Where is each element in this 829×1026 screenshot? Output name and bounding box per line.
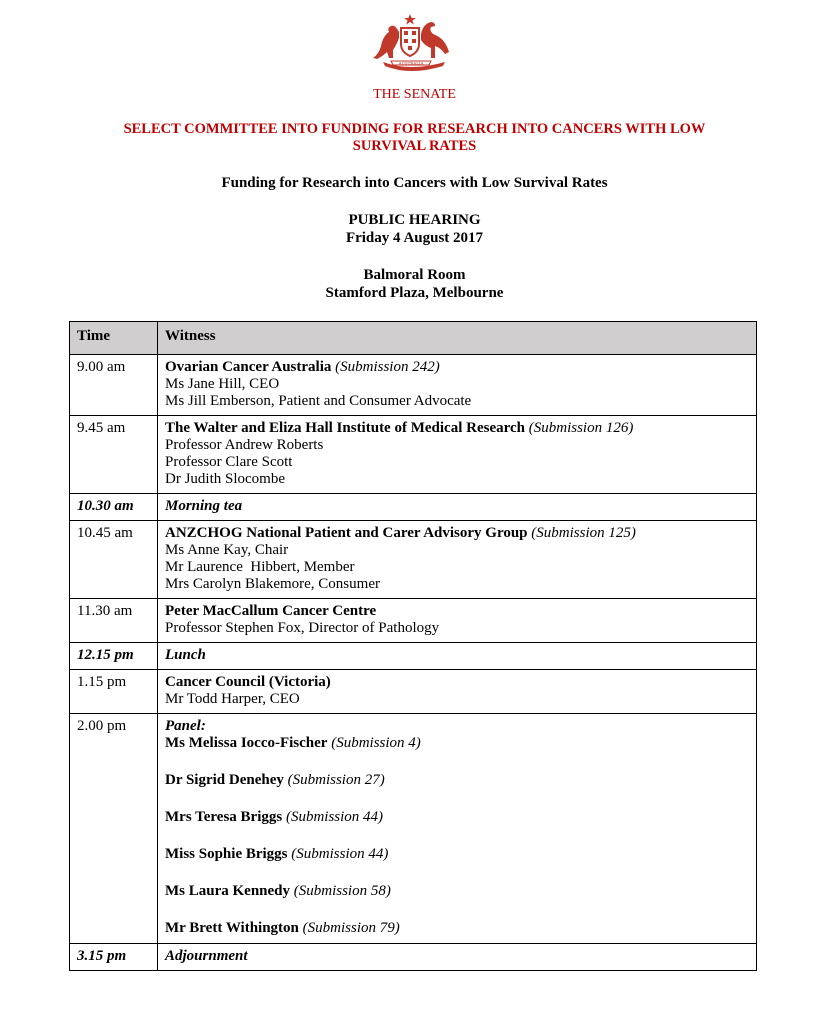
submission-ref: (Submission 79)	[302, 920, 400, 936]
crest-motto: AUSTRALIA	[398, 60, 424, 66]
submission-ref: (Submission 4)	[331, 735, 421, 751]
senate-label: THE SENATE	[373, 87, 456, 102]
hearing-type: PUBLIC HEARING	[348, 212, 481, 228]
table-row	[70, 494, 757, 521]
break-cell: Lunch	[158, 643, 757, 670]
organisation-name: The Walter and Eliza Hall Institute of Medical Research	[165, 420, 525, 436]
witness-person: Mrs Carolyn Blakemore, Consumer	[165, 576, 380, 592]
panel-member	[165, 883, 749, 900]
committee-title	[0, 121, 829, 155]
table-row	[70, 944, 757, 971]
witness-cell	[158, 599, 757, 643]
table-row	[70, 599, 757, 643]
break-cell: Adjournment	[158, 944, 757, 971]
panel-member-name: Ms Laura Kennedy	[165, 883, 291, 899]
table-row	[70, 670, 757, 714]
witness-person: Mr Todd Harper, CEO	[165, 691, 300, 707]
witness-person: Professor Clare Scott	[165, 454, 293, 470]
submission-ref: (Submission 44)	[291, 846, 389, 862]
panel-member-name: Mr Brett Withington	[165, 920, 299, 936]
panel-member	[165, 846, 749, 863]
witness-column-header: Witness	[158, 322, 757, 355]
time-cell: 10.45 am	[70, 521, 158, 599]
time-cell: 12.15 pm	[70, 643, 158, 670]
witness-person: Ms Jill Emberson, Patient and Consumer Advocate	[165, 393, 472, 409]
committee-title-line-1: SELECT COMMITTEE INTO FUNDING FOR RESEARCH INTO CANCERS WITH LOW	[123, 121, 706, 137]
panel-member	[165, 809, 749, 826]
time-cell: 11.30 am	[70, 599, 158, 643]
witness-cell	[158, 670, 757, 714]
witness-cell	[158, 521, 757, 599]
coat-of-arms-logo	[369, 12, 459, 78]
witness-person: Professor Andrew Roberts	[165, 437, 324, 453]
time-cell: 9.00 am	[70, 355, 158, 416]
submission-ref: (Submission 58)	[293, 883, 391, 899]
break-cell: Morning tea	[158, 494, 757, 521]
witness-person: Dr Judith Slocombe	[165, 471, 285, 487]
committee-title-line-2: SURVIVAL RATES	[352, 138, 477, 154]
venue-location: Stamford Plaza, Melbourne	[325, 285, 504, 301]
submission-ref: (Submission 242)	[335, 359, 440, 375]
witness-person: Ms Jane Hill, CEO	[165, 376, 280, 392]
panel-member-name: Mrs Teresa Briggs	[165, 809, 283, 825]
panel-member-name: Ms Melissa Iocco-Fischer	[165, 735, 328, 751]
panel-member	[165, 735, 749, 752]
panel-member	[165, 920, 749, 937]
table-row	[70, 416, 757, 494]
witness-cell	[158, 416, 757, 494]
table-row	[70, 355, 757, 416]
submission-ref: (Submission 27)	[287, 772, 385, 788]
schedule-table	[69, 321, 757, 971]
table-row	[70, 714, 757, 944]
organisation-name: Ovarian Cancer Australia	[165, 359, 332, 375]
venue-block	[0, 266, 829, 302]
table-header-row	[70, 322, 757, 355]
table-row	[70, 521, 757, 599]
organisation-name: ANZCHOG National Patient and Carer Advisory Group	[165, 525, 528, 541]
submission-ref: (Submission 125)	[531, 525, 636, 541]
witness-cell	[158, 355, 757, 416]
panel-member-name: Dr Sigrid Denehey	[165, 772, 284, 788]
witness-person: Mr Laurence Hibbert, Member	[165, 559, 355, 575]
organisation-name: Peter MacCallum Cancer Centre	[165, 603, 377, 619]
witness-person: Professor Stephen Fox, Director of Pathology	[165, 620, 440, 636]
organisation-name: Cancer Council (Victoria)	[165, 674, 331, 690]
time-cell: 1.15 pm	[70, 670, 158, 714]
witness-person: Ms Anne Kay, Chair	[165, 542, 289, 558]
time-cell: 10.30 am	[70, 494, 158, 521]
time-cell: 9.45 am	[70, 416, 158, 494]
time-cell: 2.00 pm	[70, 714, 158, 944]
venue-room: Balmoral Room	[363, 267, 466, 283]
time-cell: 3.15 pm	[70, 944, 158, 971]
submission-ref: (Submission 126)	[528, 420, 634, 436]
panel-label: Panel:	[165, 718, 206, 734]
panel-member	[165, 772, 749, 789]
inquiry-title: Funding for Research into Cancers with Low Survival Rates	[221, 175, 608, 191]
hearing-block	[0, 211, 829, 247]
hearing-date: Friday 4 August 2017	[345, 230, 484, 246]
panel-member-name: Miss Sophie Briggs	[165, 846, 288, 862]
time-column-header: Time	[70, 322, 158, 355]
table-row	[70, 643, 757, 670]
panel-cell	[158, 714, 757, 944]
submission-ref: (Submission 44)	[285, 809, 384, 825]
